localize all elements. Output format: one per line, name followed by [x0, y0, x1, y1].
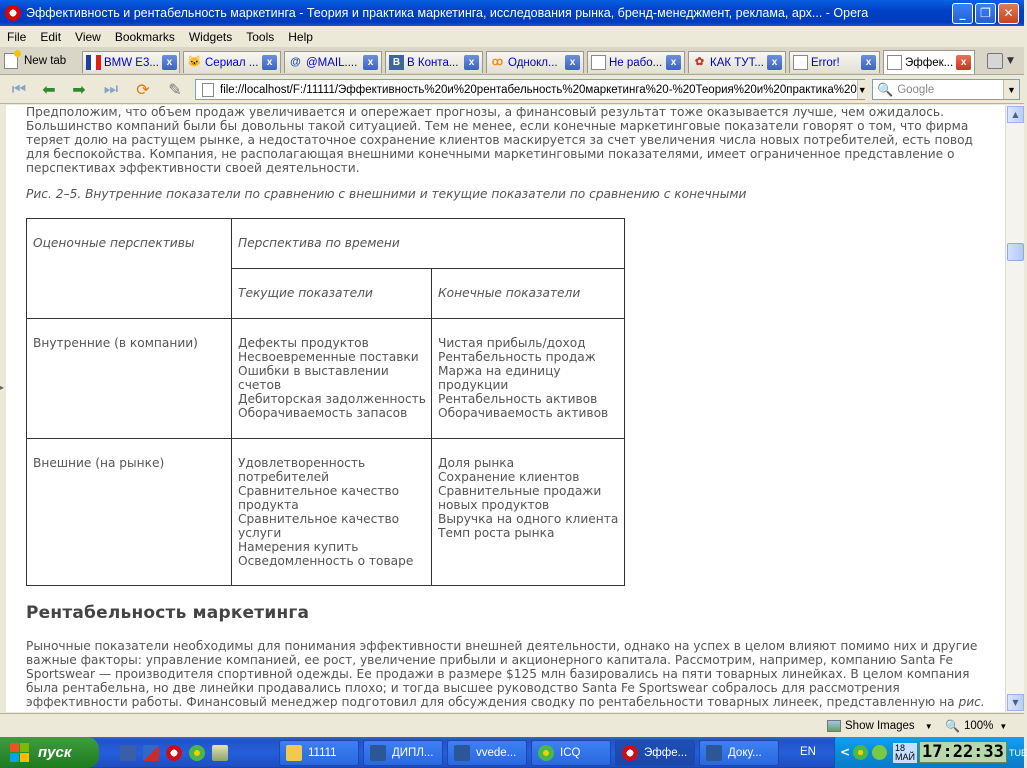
magnifier-icon: 🔍 [945, 719, 960, 733]
list-item: Несвоевременные поставки [238, 350, 419, 364]
title-bar[interactable] [0, 0, 1024, 26]
opera-logo-icon [5, 5, 21, 21]
chevron-left-icon[interactable]: < [840, 745, 851, 759]
menu-help[interactable]: Help [288, 29, 313, 44]
start-button[interactable] [0, 737, 99, 768]
list-item: Сохранение клиентов [438, 470, 580, 484]
menu-bookmarks[interactable]: Bookmarks [114, 29, 175, 44]
check-tray-icon[interactable] [872, 745, 887, 760]
tab-close-button[interactable]: x [262, 55, 277, 70]
metrics-table [26, 218, 625, 586]
start-label: пуск [38, 744, 72, 761]
icq-icon [538, 745, 554, 761]
table-header-time: Перспектива по времени [232, 219, 625, 269]
taskbar-item-folder[interactable] [279, 740, 359, 766]
taskbar-item-word-vvedenie[interactable] [447, 740, 527, 766]
table-cell-current [232, 439, 432, 586]
list-item: Намерения купить [238, 540, 359, 554]
image-icon [827, 720, 841, 732]
language-indicator[interactable]: EN [800, 746, 816, 758]
tab-close-button[interactable]: x [162, 55, 177, 70]
vertical-scrollbar[interactable] [1005, 105, 1024, 712]
table-header-final: Конечные показатели [432, 269, 625, 319]
zoom-value: 100% [963, 720, 994, 732]
taskbar-item-label: ICQ [560, 747, 581, 759]
icq-tray-icon[interactable] [853, 745, 868, 760]
list-item: Ошибки в выставлении счетов [238, 364, 389, 392]
table-header-current: Текущие показатели [232, 269, 432, 319]
tab-error[interactable] [789, 51, 880, 73]
window-title: Эффективность и рентабельность маркетинга - Теория и практика маркетинга, исследования рынка, бренд-менеджмент, реклама, арх... - Opera [26, 6, 869, 20]
quicklaunch-opera-icon[interactable] [166, 745, 182, 761]
scroll-thumb[interactable] [1007, 243, 1024, 261]
chevron-down-icon[interactable]: ▼ [924, 721, 933, 731]
page-content [6, 105, 1005, 712]
tab-effektivnost[interactable] [883, 50, 975, 74]
section-heading: Рентабельность маркетинга [26, 603, 310, 623]
tab-label: Однокл... [508, 56, 558, 69]
search-input[interactable]: Google [897, 83, 935, 96]
menu-bar [0, 26, 1024, 47]
tab-close-button[interactable]: x [956, 55, 971, 70]
tab-close-button[interactable]: x [861, 55, 876, 70]
taskbar-item-label: Доку... [728, 747, 762, 759]
table-cell-final [432, 439, 625, 586]
taskbar-item-word-doc[interactable] [699, 740, 779, 766]
figure-caption: Рис. 2–5. Внутренние показатели по сравнению с внешними и текущие показатели по сравнению с конечными [26, 187, 747, 201]
tab-label: Эффек... [905, 56, 954, 69]
list-item: Сравнительное качество продукта [238, 484, 400, 512]
figure-reference: рис. [958, 695, 985, 709]
article-top [26, 105, 994, 201]
taskbar-item-label: vvede... [476, 747, 517, 759]
scroll-down-icon[interactable]: ▼ [1007, 694, 1024, 711]
opera-icon [622, 745, 638, 761]
taskbar-item-icq[interactable] [531, 740, 611, 766]
page-icon [591, 55, 606, 70]
chevron-down-icon[interactable]: ▼ [1003, 80, 1019, 99]
cat-icon: 🐱 [187, 56, 202, 68]
taskbar-item-opera[interactable] [615, 740, 695, 766]
windows-logo-icon [10, 743, 30, 763]
menu-tools[interactable]: Tools [246, 29, 275, 44]
tab-label: КАК ТУТ... [710, 56, 764, 69]
list-item: Оборачиваемость активов [438, 406, 609, 420]
close-button[interactable]: ✕ [998, 3, 1019, 24]
system-tray [834, 737, 1027, 768]
taskbar-item-label: Эффе... [644, 747, 688, 759]
table-row-label: Внутренние (в компании) [27, 319, 232, 439]
tab-label: @MAIL.... [306, 56, 358, 69]
list-item: Рентабельность продаж [438, 350, 596, 364]
page-icon [887, 55, 902, 70]
minimize-button[interactable]: _ [952, 3, 973, 24]
zoom-control[interactable] [945, 717, 1007, 735]
menu-widgets[interactable]: Widgets [188, 29, 233, 44]
list-item: Маржа на единицу продукции [438, 364, 561, 392]
windows-taskbar [0, 737, 1027, 768]
forward-arrow-icon[interactable]: ➡ [72, 79, 86, 99]
show-images-button[interactable] [827, 717, 933, 735]
list-item: Темп роста рынка [438, 526, 555, 540]
folder-icon [286, 745, 302, 761]
new-tab-label: New tab [24, 55, 67, 67]
tab-label: В Конта... [407, 56, 459, 69]
list-item: Удовлетворенность потребителей [238, 456, 366, 484]
search-box[interactable] [872, 79, 1020, 100]
navigation-bar [0, 75, 1024, 104]
edit-pen-icon[interactable]: ✎ [168, 79, 182, 99]
tab-serial[interactable] [183, 51, 281, 73]
tray-weekday: TUE [1009, 748, 1027, 758]
reload-icon[interactable]: ⟳ [136, 79, 150, 99]
search-icon: 🔍 [877, 81, 894, 97]
bmw-flag-icon [86, 55, 101, 70]
list-item: Чистая прибыль/доход [438, 336, 586, 350]
tab-label: BMW E3... [104, 56, 159, 69]
vk-icon: В [389, 55, 404, 70]
table-header-perspectives: Оценочные перспективы [27, 219, 232, 319]
menu-edit[interactable]: Edit [40, 29, 62, 44]
paragraph [26, 639, 994, 709]
date-day: 18 [895, 743, 906, 753]
tab-bar [0, 47, 1024, 75]
at-icon: @ [290, 56, 301, 68]
panel-toggle-icon[interactable]: ▸ [0, 383, 5, 392]
tab-label: Error! [811, 56, 840, 69]
tab-ne-rabotaet[interactable] [587, 51, 685, 73]
address-bar[interactable] [195, 79, 865, 100]
list-item: Оборачиваемость запасов [238, 406, 408, 420]
taskbar-item-word-diploma[interactable] [363, 740, 443, 766]
menu-file[interactable]: File [7, 29, 27, 44]
fast-forward-icon[interactable]: ⏭ [103, 79, 119, 98]
menu-view[interactable]: View [75, 29, 101, 44]
page-icon [793, 55, 808, 70]
paragraph-text: Рыночные показатели необходимы для понимания эффективности внешней деятельности, однако на успех в целом влияют помимо них и другие важные факторы: управление компанией, ее рост, увеличение прибыли и акционерного капитала. Рассмотрим, например, компанию Santa Fe Sportswear — производителя спортивной одежды. Ее продажи в размере $125 млн базировались на пяти товарных линейках. В целом компания была рентабельна, но две линейки продавались плохо; и тогда высшее руководство Santa Fe Sportswear собралось для рассмотрения эффективности работы. Финансовый менеджер подготовил для обсуждения сводку по рентабельности товарных линеек, представленную на [26, 639, 978, 709]
tray-clock[interactable]: 17:22:33 [919, 741, 1007, 763]
rewind-icon[interactable]: ⏮ [11, 79, 27, 98]
quicklaunch-icq-icon[interactable] [189, 745, 205, 761]
list-item: Дефекты продуктов [238, 336, 369, 350]
tab-bmw[interactable] [82, 51, 180, 73]
tab-odnoklassniki[interactable] [486, 51, 584, 73]
tab-vkontakte[interactable] [385, 51, 483, 73]
status-bar [0, 713, 1024, 737]
tab-close-button[interactable]: x [464, 55, 479, 70]
tab-mail[interactable] [284, 51, 382, 73]
maximize-button[interactable]: ❐ [975, 3, 996, 24]
table-cell-current [232, 319, 432, 439]
quicklaunch-media-icon[interactable] [143, 745, 159, 761]
taskbar-item-label: ДИПЛ... [392, 747, 434, 759]
table-row-label: Внешние (на рынке) [27, 439, 232, 586]
table-cell-final [432, 319, 625, 439]
tab-close-button[interactable]: x [363, 55, 378, 70]
flower-icon: ✿ [694, 56, 705, 68]
taskbar-item-label: 11111 [308, 747, 337, 759]
list-item: Рентабельность активов [438, 392, 598, 406]
list-item: Сравнительные продажи новых продуктов [438, 484, 602, 512]
new-page-icon [4, 53, 18, 69]
paragraph: Предположим, что объем продаж увеличивается и опережает прогнозы, а финансовый результат тоже оказывается лучше, чем ожидалось. Большинство компаний были бы довольны такой ситуацией. Тем не менее, если конечные маркетинговые показатели говорят о том, что фирма теряет долю на растущем рынке, а недостаточное сохранение клиентов маскируется за счет увеличения числа новых потребителей, есть повод для беспокойства. Компания, не располагающая внешними конечными маркетинговыми показателями, имеет ограниченное представление о перспективах эффективности своей деятельности. [26, 105, 973, 175]
list-item: Сравнительное качество услуги [238, 512, 400, 540]
word-icon [370, 745, 386, 761]
list-item: Выручка на одного клиента [438, 512, 619, 526]
tab-close-button[interactable]: x [565, 55, 580, 70]
show-images-label: Show Images [845, 720, 915, 732]
chevron-down-icon[interactable]: ▼ [1007, 56, 1014, 66]
tab-close-button[interactable]: x [666, 55, 681, 70]
chevron-down-icon[interactable]: ▼ [999, 721, 1008, 731]
back-arrow-icon[interactable]: ⬅ [42, 79, 56, 99]
word-icon [454, 745, 470, 761]
tab-kak-tut[interactable] [688, 51, 786, 73]
trash-icon[interactable] [987, 53, 1003, 69]
scroll-up-icon[interactable]: ▲ [1007, 106, 1024, 123]
url-field[interactable]: file://localhost/F:/11111/Эффективность%20и%20рентабельность%20маркетинга%20-%20Теория%20и%20практика%20 [220, 83, 857, 96]
word-icon [706, 745, 722, 761]
list-item: Доля рынка [438, 456, 515, 470]
quicklaunch-desktop-icon[interactable] [212, 745, 228, 761]
list-item: Осведомленность о товаре [238, 554, 414, 568]
tab-label: Не рабо... [609, 56, 663, 69]
chevron-down-icon[interactable]: ▼ [857, 80, 867, 99]
tray-date [893, 743, 917, 763]
date-month: МАЙ [895, 752, 915, 762]
quicklaunch-save-icon[interactable] [120, 745, 136, 761]
odnoklassniki-icon: ꝏ [491, 56, 504, 68]
new-tab-button[interactable] [4, 50, 66, 72]
tab-label: Сериал ... [205, 56, 259, 69]
list-item: Дебиторская задолженность [238, 392, 426, 406]
tab-close-button[interactable]: x [767, 55, 782, 70]
page-icon [202, 83, 214, 97]
